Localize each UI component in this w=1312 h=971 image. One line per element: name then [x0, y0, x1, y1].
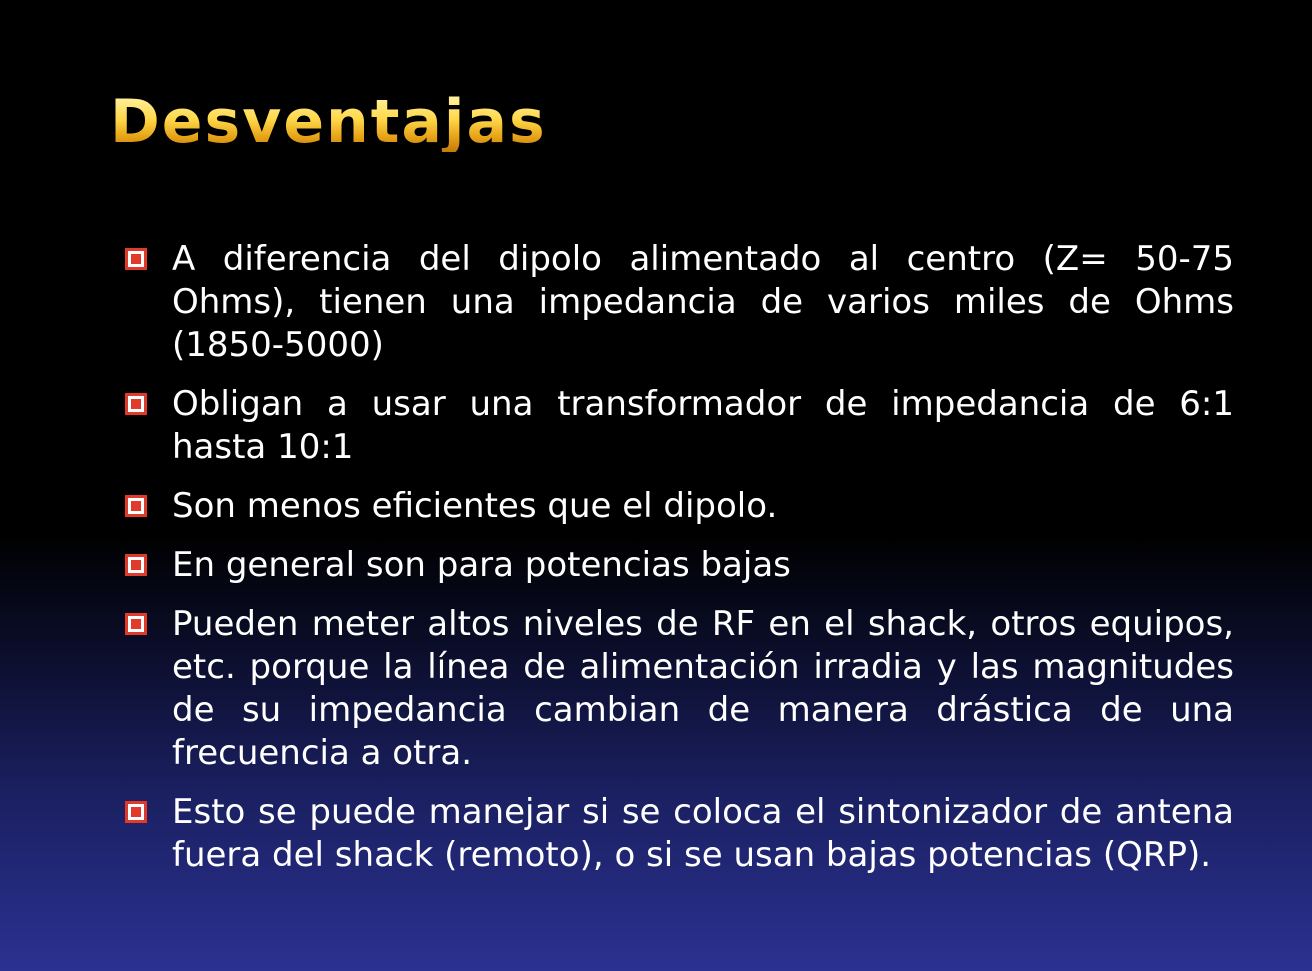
list-item	[122, 485, 1234, 528]
bullet-text: Pueden meter altos niveles de RF en el shack, otros equipos, etc. porque la línea de alimentación irradia y las magnitudes de su impedancia cambian de manera drástica de una frecuencia a otra.	[172, 604, 1234, 773]
bullet-square-icon	[125, 554, 147, 576]
slide-title: Desventajas	[110, 87, 547, 157]
bullet-text: Son menos eficientes que el dipolo.	[172, 486, 778, 526]
list-item	[122, 791, 1234, 877]
bullet-square-icon	[125, 613, 147, 635]
bullet-square-icon	[125, 248, 147, 270]
bullet-text: En general son para potencias bajas	[172, 545, 791, 585]
bullet-text: Esto se puede manejar si se coloca el sintonizador de antena fuera del shack (remoto), o si se usan bajas potencias (QRP).	[172, 792, 1234, 875]
list-item	[122, 603, 1234, 775]
bullet-square-icon	[125, 495, 147, 517]
bullet-list	[122, 238, 1234, 893]
list-item	[122, 383, 1234, 469]
bullet-square-icon	[125, 393, 147, 415]
bullet-text: Obligan a usar una transformador de impedancia de 6:1 hasta 10:1	[172, 384, 1234, 467]
list-item	[122, 544, 1234, 587]
bullet-square-icon	[125, 801, 147, 823]
bullet-text: A diferencia del dipolo alimentado al centro (Z= 50-75 Ohms), tienen una impedancia de varios miles de Ohms (1850-5000)	[172, 239, 1234, 365]
list-item	[122, 238, 1234, 367]
